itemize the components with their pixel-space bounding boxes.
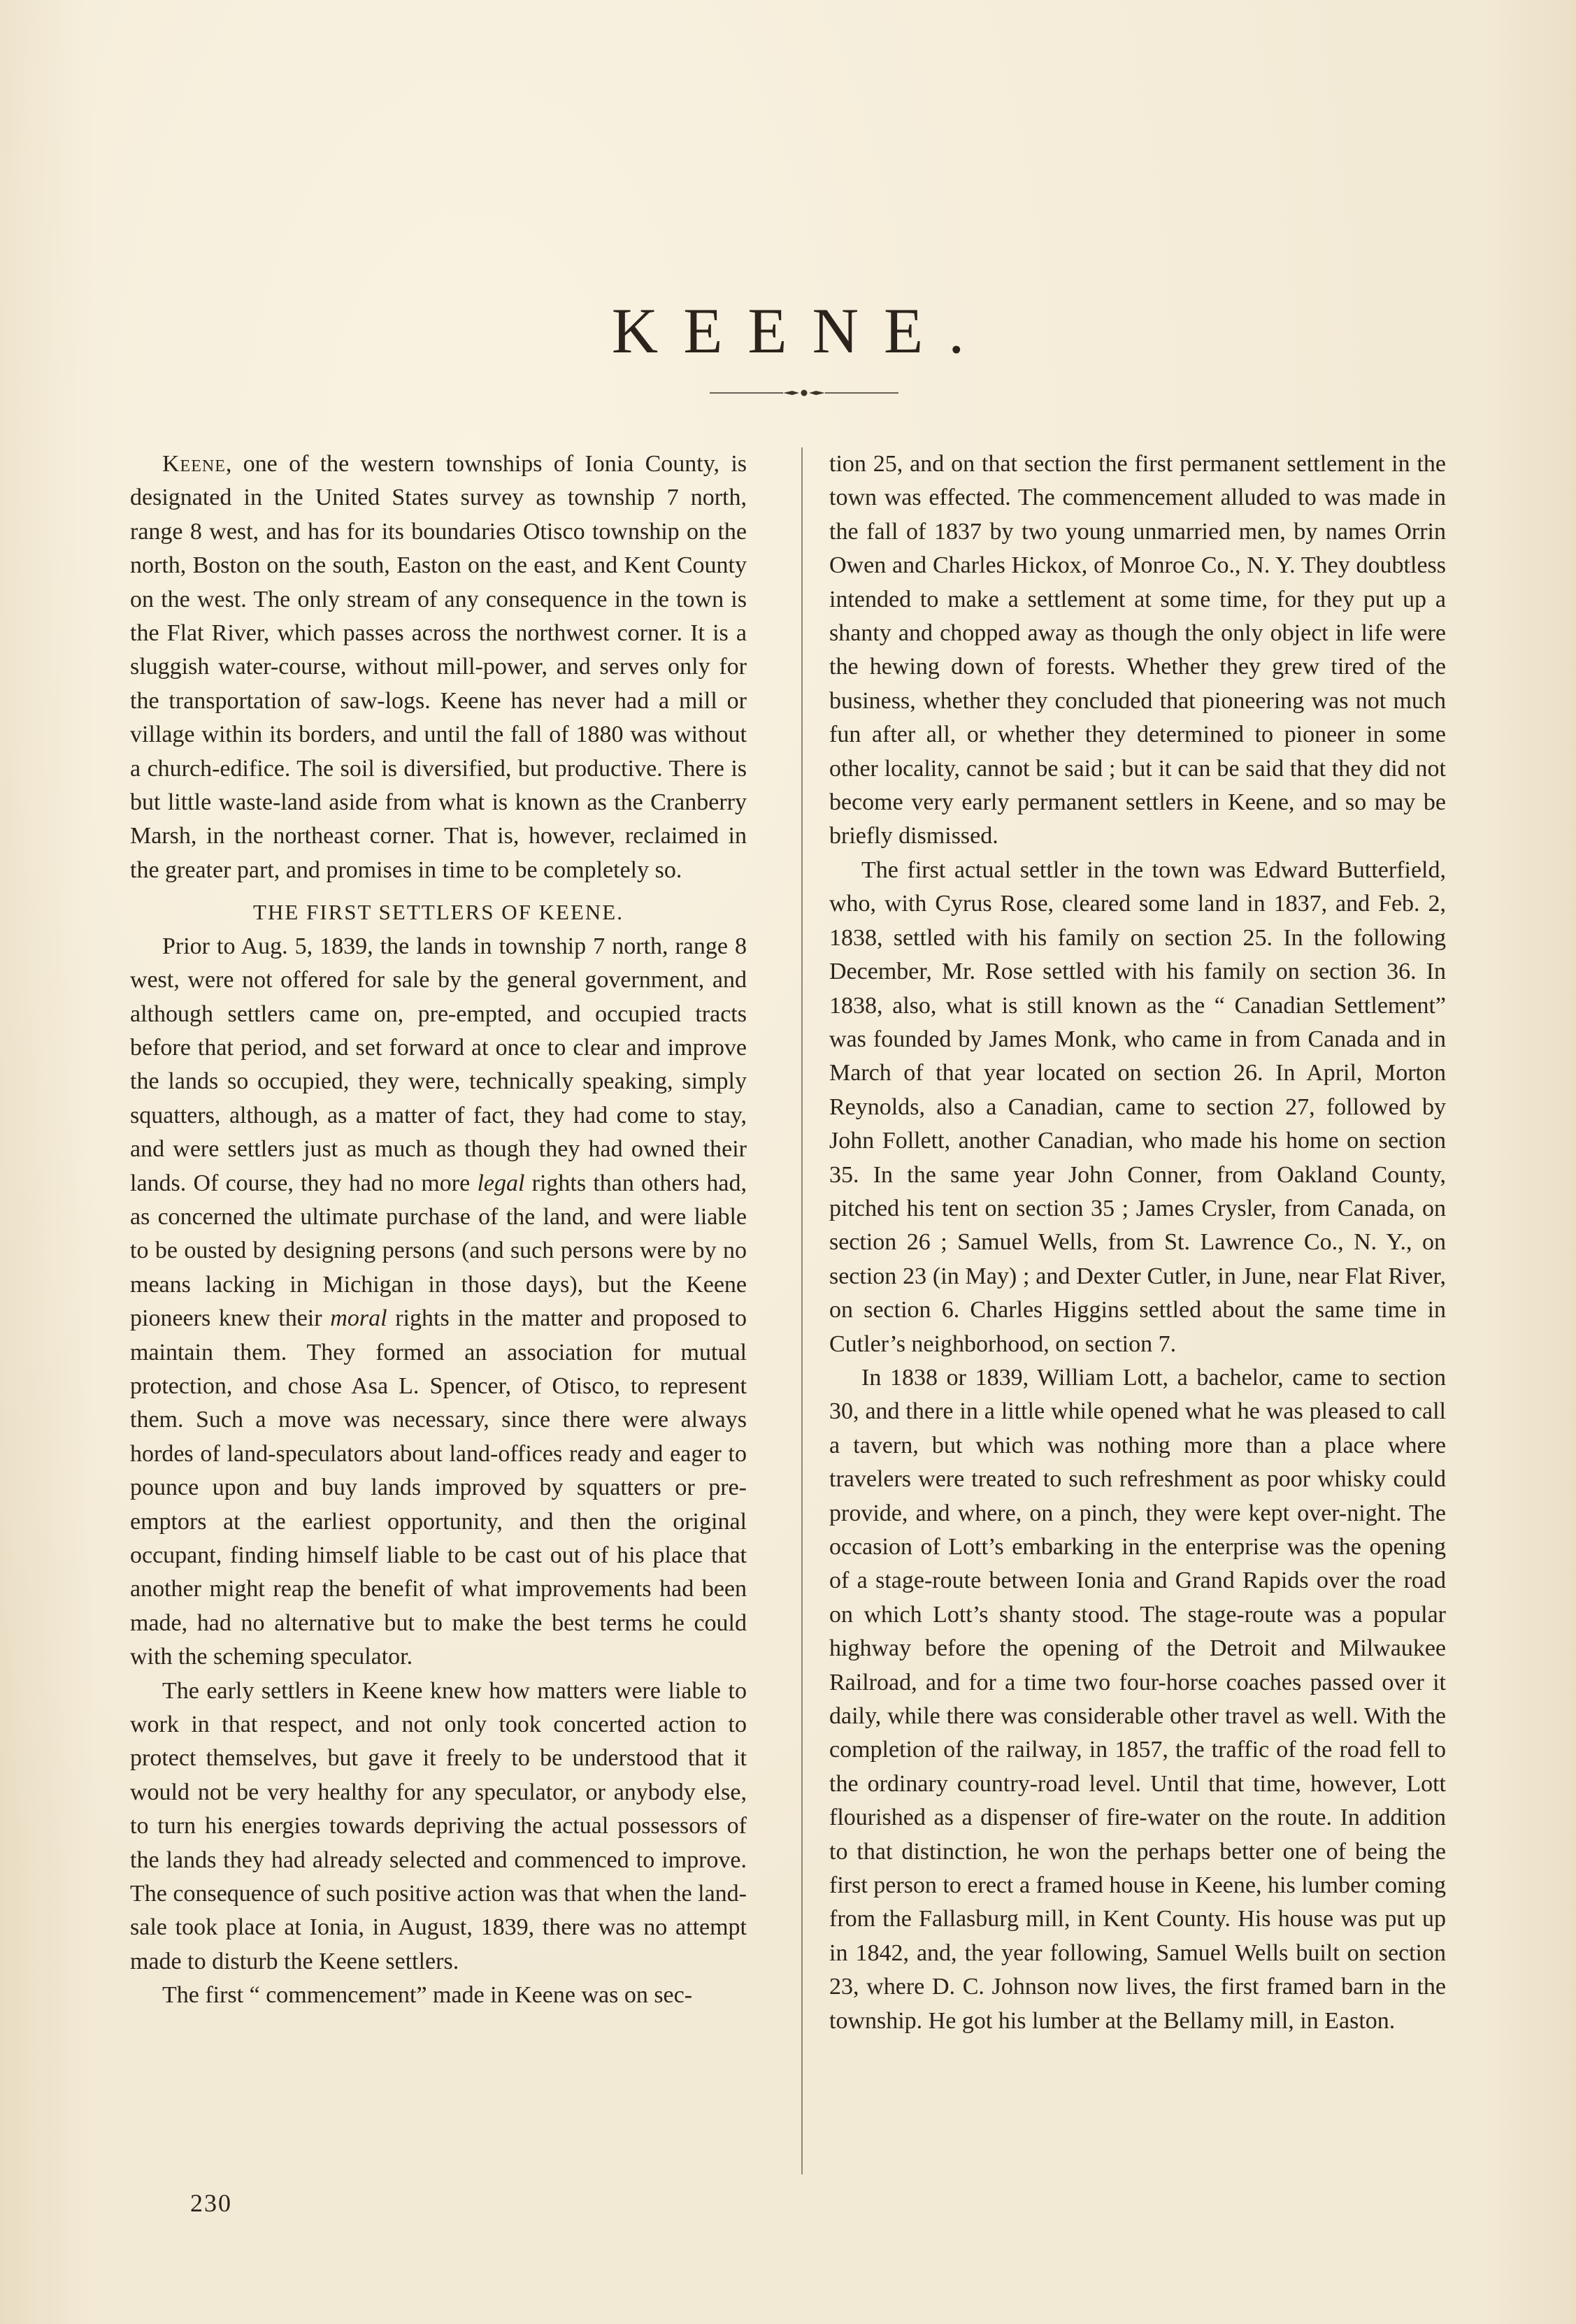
paragraph-intro bbox=[130, 447, 747, 887]
right-column bbox=[829, 447, 1446, 2038]
section-heading: THE FIRST SETTLERS OF KEENE. bbox=[253, 900, 624, 925]
paragraph-first-commencement: The first “ commencement” made in Keene was on sec- bbox=[162, 1982, 693, 2009]
paragraph-william-lott: In 1838 or 1839, William Lott, a bachelor, came to section 30, and there in a little while opened what he was pleased to call a tavern, but which was nothing more than a place where travelers were treated to such refreshment as poor whisky could provide, and where, on a pinch, they were kept over-night. The occasion of Lott’s embarking in the enterprise was the opening of a stage-route between Ionia and Grand Rapids over the road on which Lott’s shanty stood. The stage-route was a popular highway before the opening of the Detroit and Milwaukee Railroad, and for a time two four-horse coaches passed over it daily, while there was considerable other travel as well. With the completion of the railway, in 1857, the traffic of the road fell to the ordinary country-road level. Until that time, however, Lott flourished as a dispenser of fire-water on the route. In addition to that distinction, he won the perhaps better one of being the first person to erect a framed house in Keene, his lumber coming from the Fallasburg mill, in Kent County. His house was put up in 1842, and, the year following, Samuel Wells built on section 23, where D. C. Johnson now lives, the first framed barn in the township. He got his lumber at the Bellamy mill, in Easton. bbox=[829, 1364, 1446, 2034]
page-number: 230 bbox=[190, 2189, 232, 2217]
paragraph-text: , one of the western townships of Ionia County, is designated in the United States survey as township 7 north, range 8 west, and has for its boundaries Otisco township on the north, Boston on the south, Easton on the east, and Kent County on the west. The only stream of any consequence in the town is the Flat River, which passes across the northwest corner. It is a sluggish water-course, without mill-power, and serves only for the transportation of saw-logs. Keene has never had a mill or village within its borders, and until the fall of 1880 was without a church-edifice. The soil is diversified, but productive. There is but little waste-land aside from what is known as the Cranberry Marsh, in the northeast corner. That is, however, reclaimed in the greater part, and promises in time to be completely so. bbox=[130, 451, 747, 883]
paragraph-continued: tion 25, and on that section the first permanent settlement in the town was effected. The commencement alluded to was made in the fall of 1837 by two young unmarried men, by names Orrin Owen and Charles Hickox, of Monroe Co., N. Y. They doubtless intended to make a settlement at some time, for they put up a shanty and chopped away as though the only object in life were the hewing down of forests. Whether they grew tired of the business, whether they concluded that pioneering was not much fun after all, or whether they determined to pioneer in some other locality, cannot be said ; but it can be said that they did not become very early permanent settlers in Keene, and so may be briefly dismissed. bbox=[829, 451, 1446, 849]
paragraph-text: rights than others had, as concerned the ultimate purchase of the land, and were liable to be ousted by designing persons (and such persons were by no means lacking in Michigan in those days), but the Keene pioneers knew their bbox=[130, 1170, 747, 1332]
italic-word: legal bbox=[477, 1170, 525, 1196]
lead-word: Keene bbox=[162, 451, 226, 477]
paragraph-early-settlers: The early settlers in Keene knew how matters were liable to work in that respect, and not only took concerted action to protect themselves, but gave it freely to be understood that it would not be very healthy for any speculator, or anybody else, to turn his energies towards depriving the actual possessors of the lands they had already selected and commenced to improve. The consequence of such positive action was that when the land-sale took place at Ionia, in August, 1839, there was no attempt made to disturb the Keene settlers. bbox=[130, 1677, 747, 1974]
paragraph-text: Prior to Aug. 5, 1839, the lands in township 7 north, range 8 west, were not offered for sale by the general government, and although settlers came on, pre-empted, and occupied tracts before that period, and set forward at once to clear and improve the lands so occupied, they were, technically speaking, simply squatters, although, as a matter of fact, they had come to stay, and were settlers just as much as though they had owned their lands. Of course, they had no more bbox=[130, 933, 747, 1196]
page-title: KEENE. bbox=[611, 295, 990, 366]
italic-word: moral bbox=[330, 1305, 387, 1332]
left-column bbox=[130, 447, 747, 2013]
paragraph-text: rights in the matter and proposed to maintain them. They formed an association for mutual protection, and chose Asa L. Spencer, of Otisco, to represent them. Such a move was necessary, since there were always hordes of land-speculators about land-offices ready and eager to pounce upon and buy lands improved by squatters or pre-emptors at the earliest opportunity, and then the original occupant, finding himself liable to be cast out of his place that another might reap the benefit of what improvements had been made, had no alternative but to make the best terms he could with the scheming speculator. bbox=[130, 1305, 747, 1670]
paragraph-first-actual-settler: The first actual settler in the town was Edward Butterfield, who, with Cyrus Rose, cleared some land in 1837, and Feb. 2, 1838, settled with his family on section 25. In the following December, Mr. Rose settled with his family on section 36. In 1838, also, what is still known as the “ Canadian Settlement” was founded by James Monk, who came in from Canada and in March of that year located on section 26. In April, Morton Reynolds, also a Canadian, came to section 27, followed by John Follett, another Canadian, who made his home on section 35. In the same year John Conner, from Oakland County, pitched his tent on section 35 ; James Crysler, from Canada, on section 26 ; Samuel Wells, from St. Lawrence Co., N. Y., on section 23 (in May) ; and Dexter Cutler, in June, near Flat River, on section 6. Charles Higgins settled about the same time in Cutler’s neighborhood, on section 7. bbox=[829, 856, 1446, 1357]
paragraph-prior-to-1839 bbox=[130, 930, 747, 1674]
title-ornament-rule bbox=[710, 388, 898, 398]
column-divider bbox=[801, 447, 803, 2174]
